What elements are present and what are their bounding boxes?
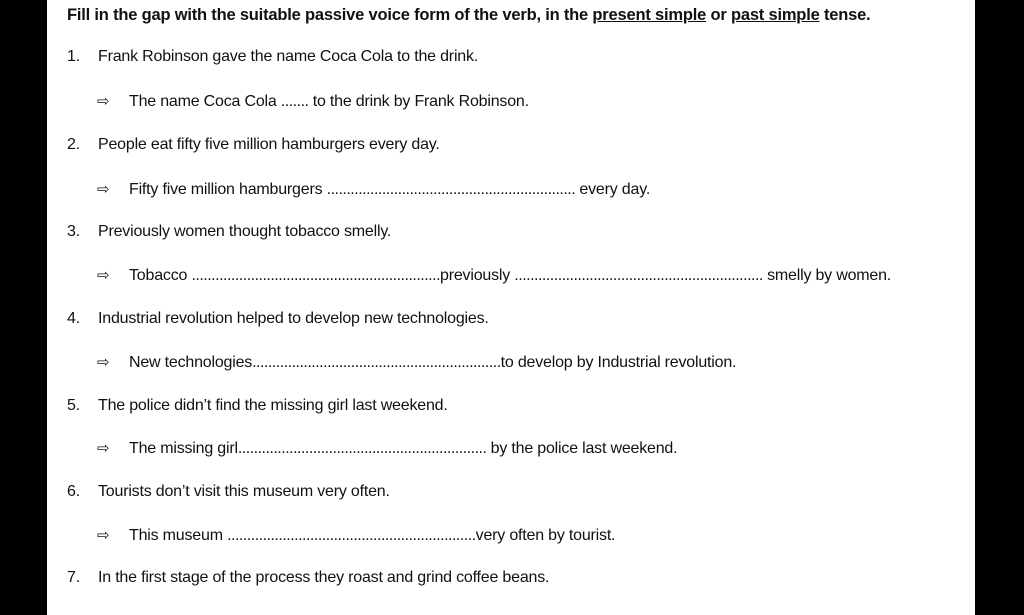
arrow-right-icon: ⇨ (97, 267, 110, 284)
arrow-right-icon: ⇨ (97, 354, 110, 371)
answer-blank: ............................................................... (252, 354, 501, 371)
answer-5 (97, 439, 677, 458)
title-text-end: tense. (819, 6, 871, 24)
answer-text: This museum (129, 527, 228, 544)
arrow-right-icon: ⇨ (97, 440, 110, 457)
question-number: 5. (67, 397, 80, 414)
arrow-right-icon: ⇨ (97, 527, 110, 544)
answer-2 (97, 180, 650, 199)
answer-text: Fifty five million hamburgers (129, 181, 327, 198)
answer-4 (97, 353, 736, 372)
answer-text: every day. (575, 181, 651, 198)
answer-1 (97, 92, 529, 111)
question-number: 3. (67, 223, 80, 240)
question-number: 6. (67, 483, 80, 500)
answer-text: smelly by women. (762, 267, 892, 284)
answer-text: The missing girl (129, 440, 238, 457)
answer-blank: ............................................................... (514, 267, 763, 284)
answer-text: to develop by Industrial revolution. (500, 354, 737, 371)
arrow-right-icon: ⇨ (97, 181, 110, 198)
question-4 (67, 310, 489, 328)
question-5 (67, 397, 448, 415)
question-1 (67, 48, 478, 66)
answer-text: previously (440, 267, 515, 284)
answer-blank: ............................................................... (227, 527, 476, 544)
answer-text: Tobacco (129, 267, 192, 284)
answer-text: to the drink by Frank Robinson. (308, 93, 529, 110)
question-text: Tourists don’t visit this museum very often. (98, 483, 390, 500)
question-6 (67, 483, 390, 501)
answer-text: very often by tourist. (475, 527, 616, 544)
worksheet-page (47, 0, 975, 615)
question-number: 1. (67, 48, 80, 65)
answer-text: New technologies (129, 354, 253, 371)
arrow-right-icon: ⇨ (97, 93, 110, 110)
answer-text: by the police last weekend. (486, 440, 678, 457)
answer-text: The name Coca Cola (129, 93, 281, 110)
instructions-title (67, 6, 870, 25)
question-number: 4. (67, 310, 80, 327)
title-past-simple: past simple (730, 6, 820, 24)
answer-3 (97, 266, 891, 285)
question-7 (67, 569, 549, 587)
question-number: 2. (67, 136, 80, 153)
title-text: Fill in the gap with the suitable passive voice form of the verb, in the (67, 6, 593, 24)
question-number: 7. (67, 569, 80, 586)
answer-blank: ............................................................... (237, 440, 487, 457)
title-text-or: or (706, 6, 731, 24)
answer-6 (97, 526, 615, 545)
question-text: Frank Robinson gave the name Coca Cola to the drink. (98, 48, 479, 65)
question-text: Previously women thought tobacco smelly. (98, 223, 392, 240)
answer-blank: ............................................................... (326, 181, 576, 198)
question-text: Industrial revolution helped to develop new technologies. (98, 310, 489, 327)
answer-blank: ....... (280, 93, 309, 110)
title-present-simple: present simple (592, 6, 707, 24)
question-text: In the first stage of the process they roast and grind coffee beans. (98, 569, 550, 586)
question-3 (67, 223, 391, 241)
question-2 (67, 136, 440, 154)
question-text: The police didn’t find the missing girl last weekend. (98, 397, 448, 414)
question-text: People eat fifty five million hamburgers every day. (98, 136, 440, 153)
answer-blank: ............................................................... (191, 267, 441, 284)
